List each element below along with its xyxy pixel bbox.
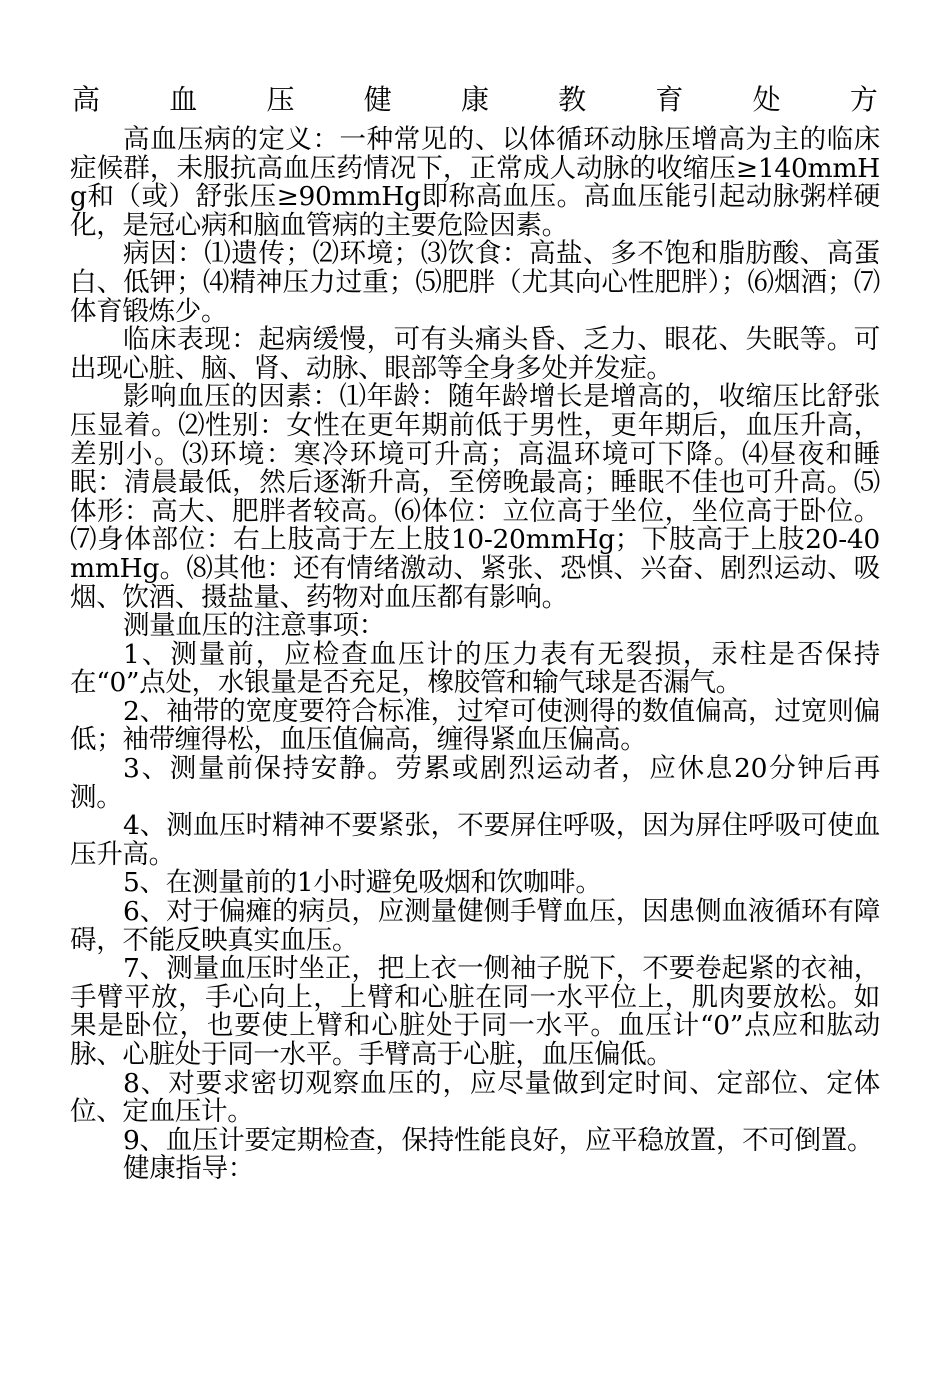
paragraph-health-guidance-heading: 健康指导： bbox=[123, 1153, 254, 1185]
paragraph-note-3: 3、测量前保持安静。劳累或剧烈运动者，应休息20分钟后再测。 bbox=[70, 753, 880, 813]
paragraph-influencing-factors: 影响血压的因素：⑴年龄：随年龄增长是增高的，收缩压比舒张压显着。⑵性别：女性在更年期前低于男性，更年期后，血压升高，差别小。⑶环境：寒冷环境可升高；高温环境可下降。⑷昼夜和睡眠：清晨最低，然后逐渐升高，至傍晚最高；睡眠不佳也可升高。⑸体形：高大、肥胖者较高。⑹体位：立位高于坐位，坐位高于卧位。⑺身体部位：右上肢高于左上肢10-20mmHg；下肢高于上肢20-40mmHg。⑻其他：还有情绪激动、紧张、恐惧、兴奋、剧烈运动、吸烟、饮酒、摄盐量、药物对血压都有影响。 bbox=[70, 381, 880, 613]
title-char: 教 bbox=[558, 83, 587, 116]
paragraph-note-8: 8、对要求密切观察血压的，应尽量做到定时间、定部位、定体位、定血压计。 bbox=[70, 1067, 880, 1128]
title-char: 方 bbox=[849, 83, 878, 116]
paragraph-definition: 高血压病的定义：一种常见的、以体循环动脉压增高为主的临床症候群，未服抗高血压药情况下，正常成人动脉的收缩压≥140mmHg和（或）舒张压≥90mmHg即称高血压。高血压能引起动脉粥样硬化，是冠心病和脑血管病的主要危险因素。 bbox=[70, 124, 880, 241]
paragraph-note-4: 4、测血压时精神不要紧张，不要屏住呼吸，因为屏住呼吸可使血压升高。 bbox=[70, 810, 880, 870]
title-char: 血 bbox=[169, 83, 198, 116]
paragraph-note-6: 6、对于偏瘫的病员，应测量健侧手臂血压，因患侧血液循环有障碍，不能反映真实血压。 bbox=[70, 896, 880, 956]
paragraph-note-5: 5、在测量前的1小时避免吸烟和饮咖啡。 bbox=[123, 867, 602, 899]
title-char: 健 bbox=[363, 83, 392, 116]
title-char: 育 bbox=[655, 83, 684, 116]
paragraph-note-1: 1、测量前，应检查血压计的压力表有无裂损，汞柱是否保持在“0”点处，水银量是否充足，橡胶管和输气球是否漏气。 bbox=[70, 638, 880, 699]
paragraph-clinical-manifestations: 临床表现：起病缓慢，可有头痛头昏、乏力、眼花、失眠等。可出现心脏、脑、肾、动脉、眼部等全身多处并发症。 bbox=[70, 324, 880, 384]
paragraph-causes: 病因：⑴遗传；⑵环境；⑶饮食：高盐、多不饱和脂肪酸、高蛋白、低钾；⑷精神压力过重；⑸肥胖（尤其向心性肥胖）；⑹烟酒；⑺体育锻炼少。 bbox=[70, 238, 880, 327]
paragraph-note-7: 7、测量血压时坐正，把上衣一侧袖子脱下，不要卷起紧的衣袖，手臂平放，手心向上，上臂和心脏在同一水平位上，肌肉要放松。如果是卧位，也要使上臂和心脏处于同一水平。血压计“0”点应和肱动脉、心脏处于同一水平。手臂高于心脏，血压偏低。 bbox=[70, 953, 880, 1070]
title-char: 处 bbox=[752, 83, 781, 116]
title-char: 高 bbox=[72, 83, 101, 116]
paragraph-note-2: 2、袖带的宽度要符合标准，过窄可使测得的数值偏高，过宽则偏低；袖带缠得松，血压值偏高，缠得紧血压偏高。 bbox=[70, 695, 880, 756]
document-title bbox=[70, 80, 880, 120]
paragraph-note-9: 9、血压计要定期检查，保持性能良好，应平稳放置，不可倒置。 bbox=[123, 1124, 874, 1156]
document-page bbox=[70, 80, 880, 1184]
title-char: 压 bbox=[266, 83, 295, 116]
title-char: 康 bbox=[460, 83, 489, 116]
paragraph-measurement-heading: 测量血压的注意事项： bbox=[123, 610, 385, 642]
